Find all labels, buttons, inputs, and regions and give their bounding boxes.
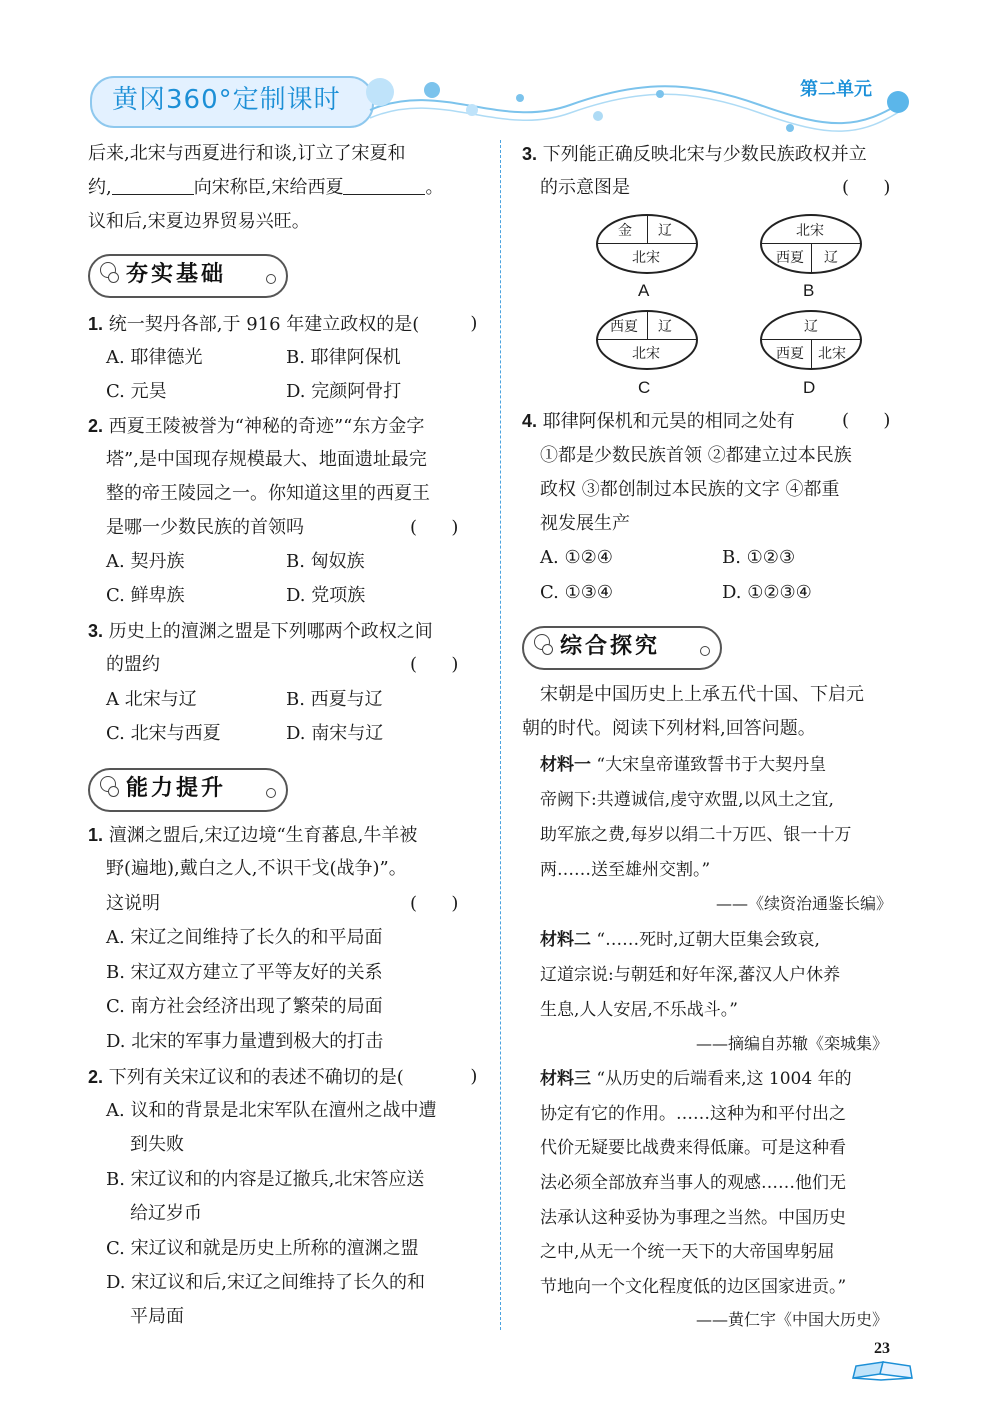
bubble-icon (593, 111, 603, 121)
option[interactable]: D. 宋辽议和后,宋辽之间维持了长久的和 (106, 1272, 425, 1293)
region-label: 北宋 (632, 250, 660, 266)
material-text: 法承认这种妥协为事理之当然。中国历史 (540, 1208, 846, 1228)
bubble-icon (516, 94, 524, 102)
section-title: 能力提升 (126, 776, 227, 801)
option[interactable]: B. 耶律阿保机 (286, 347, 401, 368)
question-basic-2: 2. 西夏王陵被誉为“神秘的奇迹”“东方金字 (88, 416, 425, 437)
region-label: 辽 (658, 319, 672, 335)
bubble-icon (466, 104, 478, 116)
material-text: 法必须全部放弃当事人的观感……他们无 (540, 1173, 846, 1193)
question-text: 塔”,是中国现存规模最大、地面遗址最完 (106, 449, 427, 470)
option[interactable]: C. 元昊 (106, 381, 167, 402)
material-1: 材料一 “大宋皇帝谨致誓书于大契丹皇 (540, 755, 827, 775)
option-continued: 到失败 (130, 1134, 184, 1155)
question-ability-3: 3. 下列能正确反映北宋与少数民族政权并立 (522, 144, 867, 165)
material-text: 两……送至雄州交割。” (540, 860, 711, 880)
region-label: 北宋 (632, 346, 660, 362)
circle-icon (700, 646, 710, 656)
option[interactable]: D. 党项族 (286, 585, 366, 606)
question-basic-1: 1. 统一契丹各部,于 916 年建立政权的是( (88, 314, 420, 335)
question-ability-1: 1. 澶渊之盟后,宋辽边境“生育蕃息,牛羊被 (88, 825, 418, 846)
material-text: 助军旅之费,每岁以绢二十万匹、银一十万 (540, 825, 852, 845)
bubble-icon (656, 90, 664, 98)
material-2: 材料二 “……死时,辽朝大臣集会致哀, (540, 930, 820, 950)
fill-blank-2[interactable] (343, 174, 425, 195)
question-text: 这说明 (106, 893, 160, 914)
bubble-icon (887, 91, 909, 113)
option[interactable]: B. 宋辽双方建立了平等友好的关系 (106, 962, 383, 983)
material-text: 帝阙下:共遵诚信,虔守欢盟,以风土之宜, (540, 790, 834, 810)
region-label: 北宋 (818, 346, 846, 362)
question-text: ①都是少数民族首领 ②都建立过本民族 (540, 445, 852, 466)
option[interactable]: C. 鲜卑族 (106, 585, 185, 606)
material-text: 代价无疑要比战费来得低廉。可是这种看 (540, 1138, 846, 1158)
region-label: 辽 (804, 319, 818, 335)
material-text: 节地向一个文化程度低的边区国家进贡。” (540, 1277, 847, 1297)
diagram-label: D (803, 378, 816, 397)
section-heading-explore (522, 626, 722, 670)
intro-line-3: 议和后,宋夏边界贸易兴旺。 (88, 211, 310, 232)
circle-icon (266, 788, 276, 798)
option[interactable]: D. 北宋的军事力量遭到极大的打击 (106, 1031, 384, 1052)
answer-bracket[interactable]: ( ) (410, 517, 459, 538)
option[interactable]: C. 宋辽议和就是历史上所称的澶渊之盟 (106, 1238, 419, 1259)
bubble-icon (424, 82, 440, 98)
material-source: ——黄仁宇《中国大历史》 (696, 1310, 889, 1329)
question-ability-2: 2. 下列有关宋辽议和的表述不确切的是( (88, 1067, 404, 1088)
option[interactable]: B. 西夏与辽 (286, 689, 383, 710)
option[interactable]: D. 南宋与辽 (286, 723, 384, 744)
diagram-label: C (638, 378, 651, 397)
option[interactable]: A. 耶律德光 (106, 347, 203, 368)
material-3: 材料三 “从历史的后端看来,这 1004 年的 (540, 1069, 852, 1089)
diagram-c[interactable] (596, 310, 698, 370)
question-text: 的示意图是 (540, 177, 630, 198)
diagram-d[interactable] (760, 310, 862, 370)
question-text: 视发展生产 (540, 513, 630, 534)
book-title: 黄冈360°定制课时 (112, 85, 341, 115)
option[interactable]: A. ①②④ (540, 547, 613, 568)
region-label: 辽 (658, 223, 672, 239)
explore-intro: 朝的时代。阅读下列材料,回答问题。 (522, 718, 816, 739)
option[interactable]: C. 北宋与西夏 (106, 723, 221, 744)
intro-text: 约, (88, 177, 112, 198)
question-text: 整的帝王陵园之一。你知道这里的西夏王 (106, 483, 430, 504)
region-label: 北宋 (796, 223, 824, 239)
answer-bracket[interactable]: ( ) (410, 893, 459, 914)
region-label: 金 (618, 223, 632, 239)
answer-bracket[interactable]: ) (436, 1066, 478, 1087)
region-label: 西夏 (776, 346, 804, 362)
region-label: 辽 (824, 250, 838, 266)
material-text: 辽道宗说:与朝廷和好年深,蕃汉人户休养 (540, 965, 841, 985)
intro-line-1: 后来,北宋与西夏进行和谈,订立了宋夏和 (88, 143, 406, 164)
column-divider (500, 140, 501, 1330)
diagram-label: B (803, 281, 815, 300)
option[interactable]: D. 完颜阿骨打 (286, 381, 402, 402)
fill-blank-1[interactable] (112, 174, 194, 195)
option[interactable]: B. 匈奴族 (286, 551, 365, 572)
section-heading-ability (88, 768, 288, 812)
intro-line-2 (88, 171, 443, 205)
question-basic-3: 3. 历史上的澶渊之盟是下列哪两个政权之间 (88, 621, 433, 642)
option[interactable]: A 北宋与辽 (106, 689, 197, 710)
diagram-a[interactable] (596, 214, 698, 274)
section-heading-basic (88, 254, 288, 298)
answer-bracket[interactable]: ( ) (410, 654, 459, 675)
circle-icon (108, 786, 119, 797)
answer-bracket[interactable]: ( ) (842, 177, 891, 198)
option[interactable]: A. 宋辽之间维持了长久的和平局面 (106, 927, 383, 948)
intro-text: 向宋称臣,宋给西夏 (193, 177, 344, 198)
answer-bracket[interactable]: ( ) (842, 410, 891, 431)
bubble-icon (786, 124, 794, 132)
circle-icon (266, 274, 276, 284)
question-text: 野(遍地),戴白之人,不识干戈(战争)”。 (106, 858, 407, 879)
material-source: ——摘编自苏辙《栾城集》 (696, 1034, 889, 1053)
intro-text: 。 (425, 177, 444, 198)
circle-icon (542, 644, 553, 655)
option[interactable]: B. 宋辽议和的内容是辽撤兵,北宋答应送 (106, 1169, 425, 1190)
option[interactable]: C. 南方社会经济出现了繁荣的局面 (106, 996, 383, 1017)
material-text: 生息,人人安居,不乐战斗。” (540, 1000, 738, 1020)
option[interactable]: C. ①③④ (540, 582, 613, 603)
region-label: 西夏 (776, 250, 804, 266)
material-source: ——《续资治通鉴长编》 (716, 894, 893, 913)
question-text: 是哪一少数民族的首领吗 (106, 517, 304, 538)
book-icon (850, 1358, 916, 1382)
option[interactable]: D. ①②③④ (722, 582, 812, 603)
material-text: 之中,从无一个统一天下的大帝国卑躬屈 (540, 1242, 835, 1262)
unit-label: 第二单元 (800, 79, 872, 100)
option[interactable]: A. 契丹族 (106, 551, 185, 572)
section-title: 夯实基础 (126, 262, 227, 287)
region-label: 西夏 (610, 319, 638, 335)
option[interactable]: A. 议和的背景是北宋军队在澶州之战中遭 (106, 1100, 437, 1121)
question-text: 的盟约 (106, 654, 160, 675)
bubble-icon (366, 78, 394, 106)
option-continued: 给辽岁币 (130, 1203, 202, 1224)
section-title: 综合探究 (560, 634, 661, 659)
question-ability-4: 4. 耶律阿保机和元昊的相同之处有 (522, 411, 795, 432)
question-text: 政权 ③都创制过本民族的文字 ④都重 (540, 479, 840, 500)
explore-intro: 宋朝是中国历史上上承五代十国、下启元 (540, 684, 864, 705)
material-text: 协定有它的作用。……这种为和平付出之 (540, 1104, 846, 1124)
diagram-label: A (638, 281, 650, 300)
circle-icon (108, 272, 119, 283)
answer-bracket[interactable]: ) (436, 313, 478, 334)
page-number: 23 (874, 1340, 890, 1357)
option-continued: 平局面 (130, 1306, 184, 1327)
option[interactable]: B. ①②③ (722, 547, 796, 568)
diagram-b[interactable] (760, 214, 862, 274)
